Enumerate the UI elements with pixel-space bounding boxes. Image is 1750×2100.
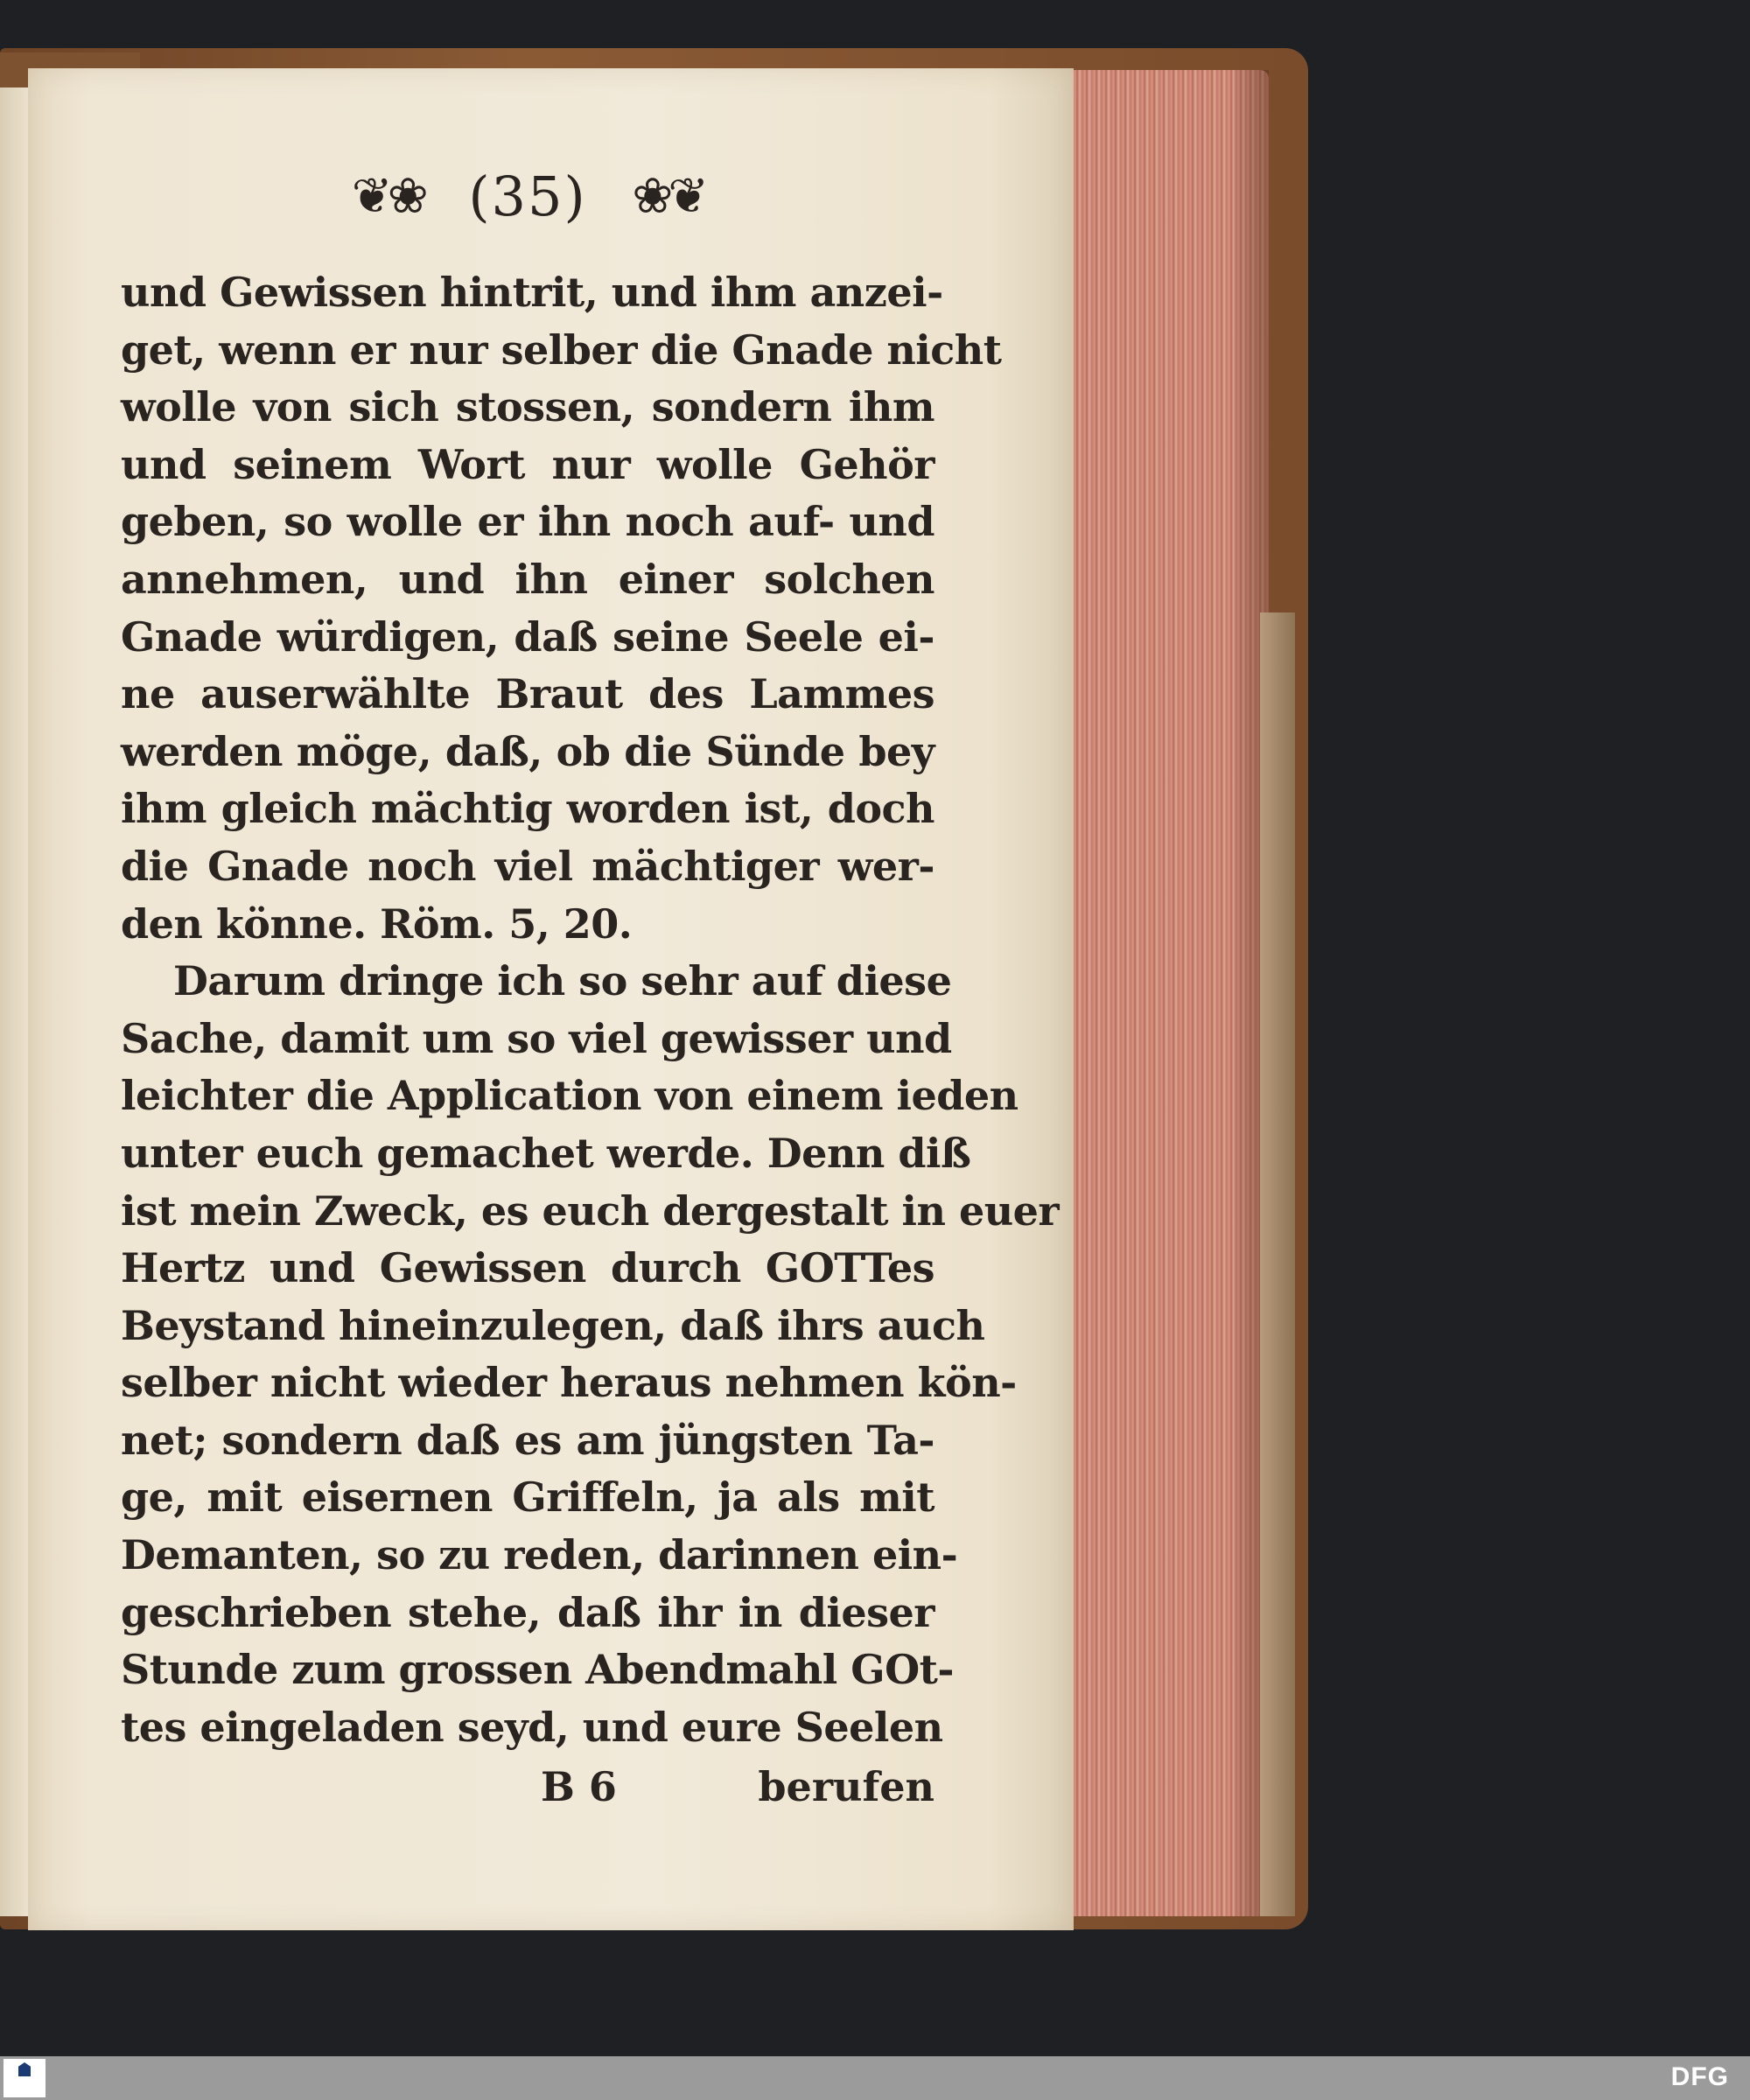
text-line: Sache, damit um so viel gewisser und <box>121 1014 952 1062</box>
page-header <box>121 158 934 245</box>
catchword: berufen <box>758 1763 934 1811</box>
text-line: leichter die Application von einem ieden <box>121 1072 1018 1120</box>
text-line: Gnade würdigen, daß seine Seele ei- <box>121 612 934 661</box>
viewer-footer-bar <box>0 2056 1750 2100</box>
library-crest-icon <box>18 2062 31 2076</box>
text-line: ne auserwählte Braut des Lammes <box>121 670 934 718</box>
text-line: ge, mit eisernen Griffeln, ja als mit <box>121 1474 934 1522</box>
text-line: ist mein Zweck, es euch dergestalt in euer <box>121 1186 1060 1235</box>
ornament-right-icon: ❀❦ <box>632 167 704 225</box>
signature-mark: B 6 <box>541 1763 617 1811</box>
page-footer <box>121 1756 934 1817</box>
page-fore-edge <box>1063 70 1269 1916</box>
text-line: die Gnade noch viel mächtiger wer- <box>121 842 934 890</box>
text-line: werden möge, daß, ob die Sünde bey <box>121 727 934 775</box>
text-line: net; sondern daß es am jüngsten Ta- <box>121 1416 934 1464</box>
page-number: (35) <box>468 164 587 228</box>
text-line: annehmen, und ihn einer solchen <box>121 555 934 603</box>
text-line: den könne. Röm. 5, 20. <box>121 900 633 948</box>
ornament-left-icon: ❦❀ <box>351 167 424 225</box>
text-line: und Gewissen hintrit, und ihm anzei- <box>121 269 943 316</box>
text-line: Beystand hineinzulegen, daß ihrs auch <box>121 1301 985 1349</box>
text-line: get, wenn er nur selber die Gnade nicht <box>121 326 1002 374</box>
text-line: Demanten, so zu reden, darinnen ein- <box>121 1531 958 1579</box>
text-line: ihm gleich mächtig worden ist, doch <box>121 785 934 833</box>
text-line: und seinem Wort nur wolle Gehör <box>121 440 934 488</box>
page-text <box>121 158 1060 1817</box>
dfg-logo-text: DFG <box>1670 2062 1729 2091</box>
text-line: geben, so wolle er ihn noch auf- und <box>121 498 934 546</box>
text-line: unter euch gemachet werde. Denn diß <box>121 1129 971 1177</box>
text-line: Stunde zum grossen Abendmahl GOt- <box>121 1646 954 1694</box>
text-line: wolle von sich stossen, sondern ihm <box>121 383 934 431</box>
library-logo-icon <box>4 2059 46 2097</box>
text-line: Darum dringe ich so sehr auf diese <box>173 957 952 1005</box>
text-line: Hertz und Gewissen durch GOTTes <box>121 1244 934 1292</box>
text-line: geschrieben stehe, daß ihr in dieser <box>121 1588 934 1636</box>
cover-edge <box>1260 612 1295 1916</box>
text-line: tes eingeladen seyd, und eure Seelen <box>121 1703 943 1751</box>
text-line: selber nicht wieder heraus nehmen kön- <box>121 1359 1017 1407</box>
